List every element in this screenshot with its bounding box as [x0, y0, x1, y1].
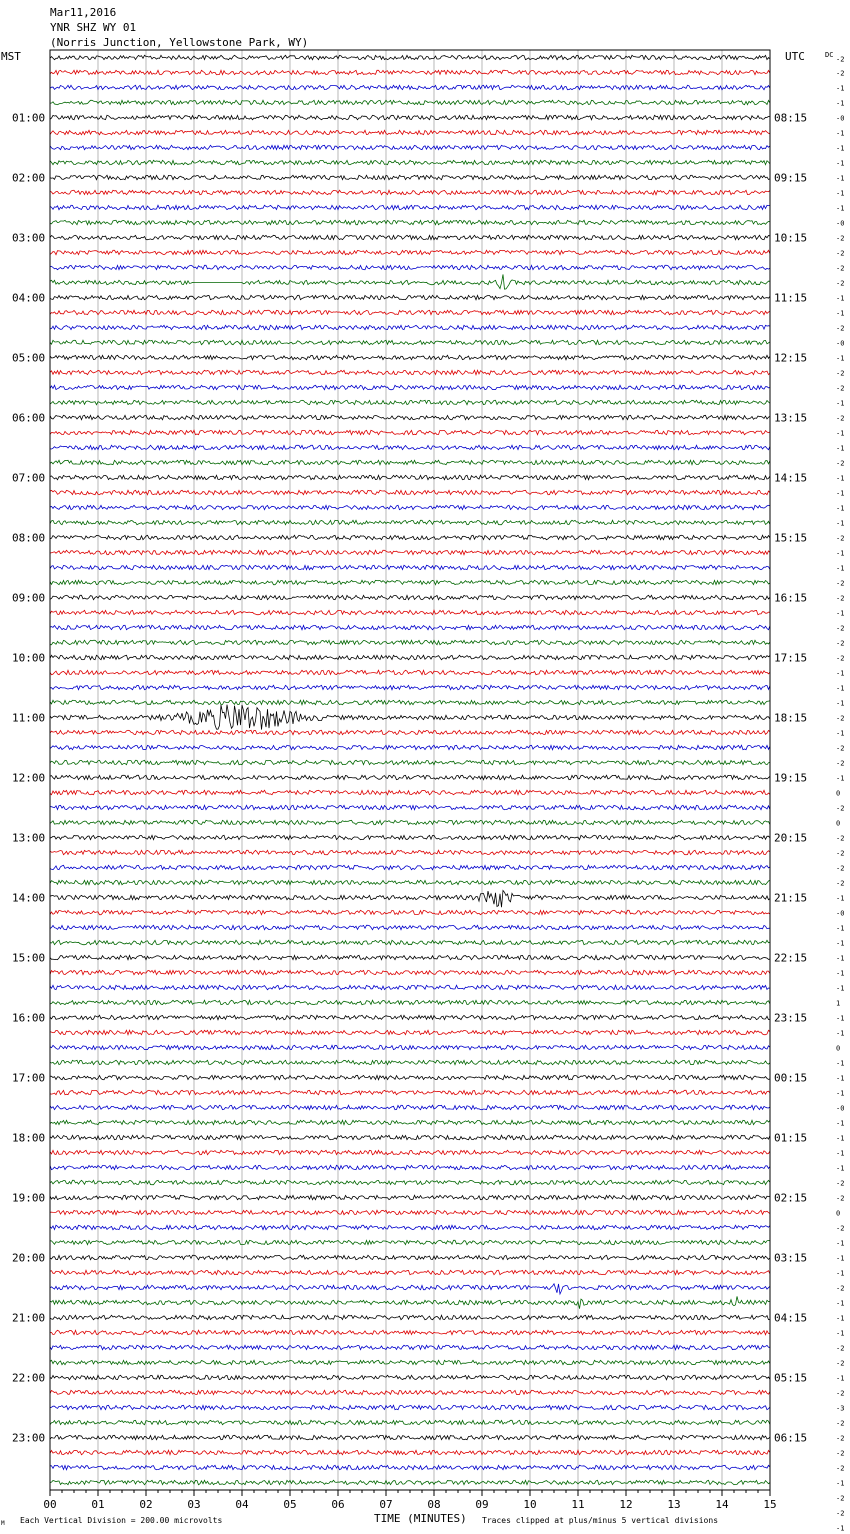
dc-offset-label: -1 [836, 1164, 845, 1173]
dc-offset-label: -2 [836, 234, 845, 243]
trace-row [50, 250, 770, 254]
trace-row [50, 745, 770, 749]
trace-row [50, 775, 770, 779]
left-hour-label: 16:00 [12, 1011, 46, 1025]
trace-row [50, 445, 770, 449]
dc-offset-label: -2 [836, 324, 845, 333]
trace-row [50, 1420, 770, 1424]
dc-offset-label: -1 [836, 1059, 845, 1068]
trace-row [50, 505, 770, 509]
x-tick-label: 10 [523, 1498, 537, 1511]
right-hour-label: 14:15 [774, 471, 808, 485]
trace-row [50, 490, 770, 494]
trace-row [50, 580, 770, 584]
trace-row [50, 55, 770, 59]
left-hour-label: 13:00 [12, 831, 46, 845]
trace-row [50, 340, 770, 344]
dc-offset-label: -1 [836, 174, 845, 183]
dc-offset-label: -2 [836, 1344, 845, 1353]
trace-row [50, 1045, 770, 1049]
left-hour-label: 04:00 [12, 291, 46, 305]
right-hour-label: 22:15 [774, 951, 808, 965]
trace-row [50, 955, 770, 959]
trace-row [50, 925, 770, 929]
dc-offset-label: -1 [836, 774, 845, 783]
x-tick-label: 05 [283, 1498, 297, 1511]
left-hour-label: 14:00 [12, 891, 46, 905]
dc-offset-label: -1 [836, 504, 845, 513]
dc-offset-label: -2 [836, 879, 845, 888]
trace-row [50, 1375, 770, 1379]
trace-row [50, 145, 770, 149]
trace-row [50, 865, 770, 869]
dc-offset-labels [836, 56, 844, 1533]
dc-offset-label: -1 [836, 969, 845, 978]
trace-row [50, 655, 770, 659]
dc-offset-label: -2 [836, 834, 845, 843]
trace-row [50, 520, 770, 524]
dc-offset-label: -1 [836, 1029, 845, 1038]
dc-offset-label: -2 [836, 594, 845, 603]
trace-row [50, 1195, 770, 1199]
dc-offset-label: -2 [836, 459, 845, 468]
dc-offset-label: -2 [836, 384, 845, 393]
trace-row [50, 1120, 770, 1124]
dc-offset-label: -0 [836, 339, 845, 348]
right-hour-label: 09:15 [774, 171, 808, 185]
right-hour-label: 13:15 [774, 411, 808, 425]
left-hour-label: 21:00 [12, 1311, 46, 1325]
dc-offset-label: -2 [836, 714, 845, 723]
x-tick-label: 02 [139, 1498, 153, 1511]
dc-offset-label: -2 [836, 249, 845, 258]
dc-offset-label: -2 [836, 744, 845, 753]
trace-row [50, 1296, 770, 1308]
dc-offset-label: -1 [836, 294, 845, 303]
trace-row [50, 1135, 770, 1139]
trace-row [50, 1255, 770, 1259]
x-tick-label: 14 [715, 1498, 729, 1511]
trace-row [50, 1030, 770, 1034]
trace-row [50, 100, 770, 104]
trace-row [50, 115, 770, 119]
left-hour-label: 17:00 [12, 1071, 46, 1085]
dc-offset-label: -0 [836, 1104, 845, 1113]
dc-offset-label: -2 [836, 1224, 845, 1233]
dc-offset-label: -1 [836, 1089, 845, 1098]
trace-row [50, 1390, 770, 1394]
dc-offset-label: -2 [836, 1419, 845, 1428]
right-hour-label: 02:15 [774, 1191, 808, 1205]
dc-offset-label: 1 [836, 999, 841, 1008]
dc-offset-label: -1 [836, 549, 845, 558]
trace-row [50, 415, 770, 419]
trace-row [50, 325, 770, 329]
dc-offset-label: -1 [836, 84, 845, 93]
x-tick-label: 08 [427, 1498, 441, 1511]
dc-offset-label: 0 [836, 1044, 841, 1053]
clip-note: Traces clipped at plus/minus 5 vertical divisions [482, 1516, 719, 1525]
dc-offset-label: -1 [836, 474, 845, 483]
dc-offset-label: -2 [836, 1509, 845, 1518]
dc-offset-label: -1 [836, 1119, 845, 1128]
dc-offset-label: -2 [836, 864, 845, 873]
trace-row [50, 1450, 770, 1454]
dc-offset-label: -1 [836, 1374, 845, 1383]
dc-offset-label: -1 [836, 399, 845, 408]
left-hour-label: 06:00 [12, 411, 46, 425]
right-hour-label: 21:15 [774, 891, 808, 905]
trace-row [50, 235, 770, 239]
x-tick-label: 11 [571, 1498, 585, 1511]
trace-row [50, 460, 770, 464]
trace-row [50, 891, 770, 908]
left-hour-label: 15:00 [12, 951, 46, 965]
dc-offset-label: -1 [836, 519, 845, 528]
dc-offset-label: -1 [836, 924, 845, 933]
dc-label: DC [825, 51, 834, 59]
trace-row [50, 820, 770, 824]
trace-row [50, 1315, 770, 1319]
dc-offset-label: -1 [836, 309, 845, 318]
trace-row [50, 835, 770, 839]
dc-offset-label: -1 [836, 684, 845, 693]
left-hour-label: 10:00 [12, 651, 46, 665]
trace-row [50, 1180, 770, 1184]
dc-offset-label: -0 [836, 114, 845, 123]
left-hour-label: 11:00 [12, 711, 46, 725]
right-hour-label: 10:15 [774, 231, 808, 245]
dc-offset-label: -2 [836, 804, 845, 813]
trace-row [50, 940, 770, 944]
x-tick-label: 12 [619, 1498, 633, 1511]
dc-offset-label: -1 [836, 954, 845, 963]
scale-note: Each Vertical Division = 200.00 microvolts [20, 1516, 223, 1525]
right-hour-label: 06:15 [774, 1431, 808, 1445]
trace-row [50, 1435, 770, 1439]
trace-row [50, 310, 770, 314]
trace-row [50, 160, 770, 164]
right-hour-label: 15:15 [774, 531, 808, 545]
right-hour-label: 17:15 [774, 651, 808, 665]
trace-row [50, 175, 770, 179]
right-hour-label: 11:15 [774, 291, 808, 305]
trace-row [50, 130, 770, 134]
dc-offset-label: -1 [836, 1479, 845, 1488]
trace-row [50, 1060, 770, 1064]
left-hour-label: 22:00 [12, 1371, 46, 1385]
trace-row [50, 550, 770, 554]
trace-row [50, 205, 770, 209]
trace-row [50, 610, 770, 614]
dc-offset-label: -2 [836, 69, 845, 78]
trace-group [50, 55, 770, 1484]
dc-offset-label: -1 [836, 669, 845, 678]
dc-offset-label: -2 [836, 1389, 845, 1398]
dc-offset-label: -1 [836, 894, 845, 903]
dc-offset-label: -1 [836, 939, 845, 948]
right-hour-label: 05:15 [774, 1371, 808, 1385]
trace-row [50, 430, 770, 434]
dc-offset-label: -1 [836, 204, 845, 213]
x-tick-label: 07 [379, 1498, 393, 1511]
dc-offset-label: -1 [836, 144, 845, 153]
dc-offset-label: -1 [836, 189, 845, 198]
left-hour-label: 01:00 [12, 111, 46, 125]
trace-row [50, 595, 770, 599]
dc-offset-label: -1 [836, 1299, 845, 1308]
dc-offset-label: -2 [836, 1449, 845, 1458]
dc-offset-label: -1 [836, 444, 845, 453]
trace-row [50, 1210, 770, 1214]
dc-offset-label: -1 [836, 1254, 845, 1263]
x-tick-label: 09 [475, 1498, 489, 1511]
trace-row [50, 274, 770, 289]
trace-row [50, 1345, 770, 1349]
dc-offset-label: 0 [836, 1209, 841, 1218]
x-tick-label: 13 [667, 1498, 681, 1511]
dc-offset-label: -1 [836, 1314, 845, 1323]
x-tick-label: 03 [187, 1498, 201, 1511]
right-hour-label: 19:15 [774, 771, 808, 785]
dc-offset-label: -1 [836, 489, 845, 498]
dc-offset-label: -0 [836, 909, 845, 918]
trace-row [50, 1465, 770, 1469]
trace-row [50, 220, 770, 224]
dc-offset-label: -3 [836, 1404, 845, 1413]
right-timezone-label: UTC [785, 50, 805, 63]
trace-row [50, 385, 770, 389]
dc-offset-label: -2 [836, 1359, 845, 1368]
left-hour-label: 09:00 [12, 591, 46, 605]
dc-offset-label: -2 [836, 1434, 845, 1443]
x-axis-label: TIME (MINUTES) [374, 1512, 467, 1525]
left-hour-label: 02:00 [12, 171, 46, 185]
dc-offset-label: 0 [836, 819, 841, 828]
trace-row [50, 805, 770, 809]
trace-row [50, 1284, 770, 1294]
dc-offset-label: -1 [836, 1074, 845, 1083]
right-hour-label: 08:15 [774, 111, 808, 125]
trace-row [50, 985, 770, 989]
x-axis [43, 1490, 776, 1511]
trace-row [50, 685, 770, 689]
trace-row [50, 295, 770, 299]
dc-offset-label: -1 [836, 699, 845, 708]
dc-offset-label: -1 [836, 1149, 845, 1158]
trace-row [50, 1270, 770, 1274]
dc-offset-label: -1 [836, 984, 845, 993]
station-label: YNR SHZ WY 01 [50, 21, 137, 34]
right-hour-label: 04:15 [774, 1311, 808, 1325]
right-hour-label: 16:15 [774, 591, 808, 605]
trace-row [50, 1330, 770, 1334]
trace-row [50, 880, 770, 884]
dc-offset-label: -1 [836, 1134, 845, 1143]
trace-row [50, 1360, 770, 1364]
trace-row [50, 1000, 770, 1004]
dc-offset-label: -2 [836, 639, 845, 648]
trace-row [50, 1405, 770, 1409]
dc-offset-label: -2 [836, 1179, 845, 1188]
dc-offset-label: -1 [836, 129, 845, 138]
trace-row [50, 1105, 770, 1109]
right-hour-labels [774, 112, 807, 1445]
trace-row [50, 1480, 770, 1484]
trace-row [50, 190, 770, 194]
x-tick-label: 04 [235, 1498, 249, 1511]
trace-row [50, 85, 770, 89]
dc-offset-label: -1 [836, 609, 845, 618]
right-hour-label: 20:15 [774, 831, 808, 845]
trace-row [50, 70, 770, 74]
trace-row [50, 565, 770, 569]
dc-offset-label: -1 [836, 1269, 845, 1278]
dc-offset-label: -1 [836, 564, 845, 573]
trace-row [50, 1225, 770, 1229]
dc-offset-label: -2 [836, 1494, 845, 1503]
trace-row [50, 1090, 770, 1094]
dc-offset-label: -1 [836, 1014, 845, 1023]
right-hour-label: 12:15 [774, 351, 808, 365]
dc-offset-label: -1 [836, 1239, 845, 1248]
x-tick-label: 06 [331, 1498, 345, 1511]
dc-offset-label: -2 [836, 849, 845, 858]
left-timezone-label: MST [1, 50, 21, 63]
left-hour-label: 07:00 [12, 471, 46, 485]
dc-offset-label: -2 [836, 1194, 845, 1203]
dc-offset-label: -2 [836, 279, 845, 288]
trace-row [50, 1150, 770, 1154]
dc-offset-label: -1 [836, 354, 845, 363]
right-hour-label: 18:15 [774, 711, 808, 725]
x-tick-label: 00 [43, 1498, 57, 1511]
trace-row [50, 760, 770, 764]
left-hour-labels [12, 112, 45, 1445]
dc-offset-label: -2 [836, 654, 845, 663]
trace-row [50, 370, 770, 374]
left-hour-label: 19:00 [12, 1191, 46, 1205]
dc-offset-label: -2 [836, 264, 845, 273]
right-hour-label: 01:15 [774, 1131, 808, 1145]
corner-mark: M [1, 1520, 5, 1527]
right-hour-label: 00:15 [774, 1071, 808, 1085]
dc-offset-label: -0 [836, 219, 845, 228]
trace-row [50, 705, 770, 730]
dc-offset-label: -2 [836, 1284, 845, 1293]
trace-row [50, 1015, 770, 1019]
left-hour-label: 18:00 [12, 1131, 46, 1145]
dc-offset-label: -1 [836, 429, 845, 438]
trace-row [50, 475, 770, 479]
trace-row [50, 730, 770, 734]
trace-row [50, 640, 770, 644]
trace-row [50, 1240, 770, 1244]
trace-row [50, 1075, 770, 1079]
dc-offset-label: -2 [836, 624, 845, 633]
right-hour-label: 03:15 [774, 1251, 808, 1265]
trace-row [50, 535, 770, 539]
left-hour-label: 12:00 [12, 771, 46, 785]
trace-row [50, 790, 770, 794]
date-label: Mar11,2016 [50, 6, 117, 19]
left-hour-label: 20:00 [12, 1251, 46, 1265]
dc-offset-label: -2 [836, 55, 845, 64]
left-hour-label: 05:00 [12, 351, 46, 365]
dc-offset-label: -2 [836, 369, 845, 378]
trace-row [50, 850, 770, 854]
dc-offset-label: -1 [836, 159, 845, 168]
trace-row [50, 970, 770, 974]
right-hour-label: 23:15 [774, 1011, 808, 1025]
trace-row [50, 625, 770, 629]
left-hour-label: 23:00 [12, 1431, 46, 1445]
dc-offset-label: -2 [836, 1464, 845, 1473]
trace-row [50, 400, 770, 404]
dc-offset-label: -1 [836, 1329, 845, 1338]
dc-offset-label: -2 [836, 759, 845, 768]
trace-row [50, 355, 770, 359]
trace-row [50, 1165, 770, 1169]
dc-offset-label: -1 [836, 1524, 845, 1533]
x-tick-label: 01 [91, 1498, 105, 1511]
trace-row [50, 670, 770, 674]
dc-offset-label: -2 [836, 414, 845, 423]
left-hour-label: 03:00 [12, 231, 46, 245]
dc-offset-label: -1 [836, 729, 845, 738]
trace-row [50, 265, 770, 269]
location-label: (Norris Junction, Yellowstone Park, WY) [50, 36, 309, 49]
left-hour-label: 08:00 [12, 531, 46, 545]
x-tick-label: 15 [763, 1498, 777, 1511]
dc-offset-label: -1 [836, 99, 845, 108]
dc-offset-label: -2 [836, 579, 845, 588]
trace-row [50, 910, 770, 914]
dc-offset-label: -2 [836, 534, 845, 543]
trace-row [50, 700, 770, 704]
dc-offset-label: 0 [836, 789, 841, 798]
